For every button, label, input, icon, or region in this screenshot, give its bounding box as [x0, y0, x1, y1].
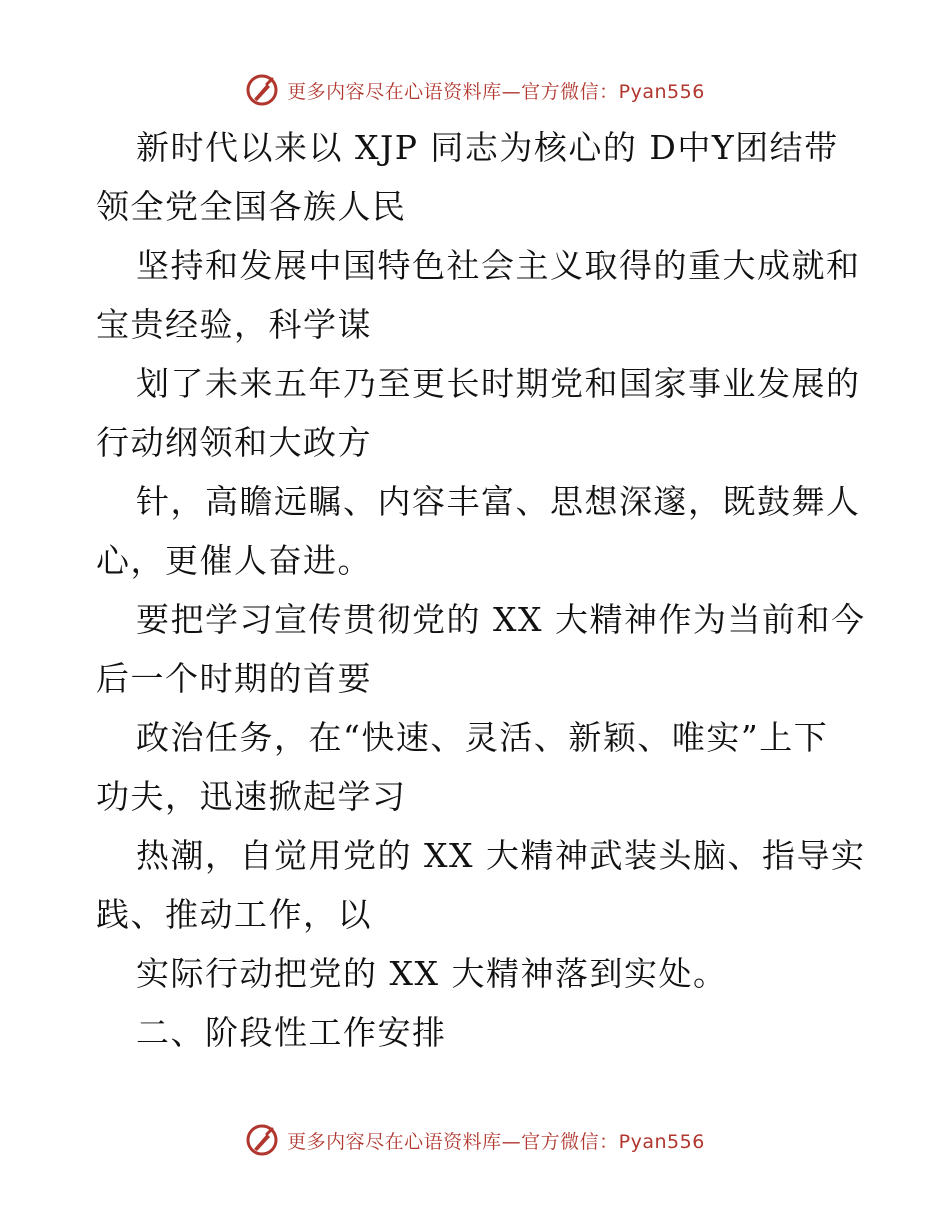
paragraph	[96, 118, 856, 236]
paragraph-continuation: 后一个时期的首要	[96, 659, 372, 698]
paragraph	[96, 236, 861, 354]
paragraph-continuation: 践、推动工作，以	[96, 895, 372, 934]
section-heading	[96, 1003, 856, 1062]
watermark-text: 更多内容尽在心语资料库—官方微信：Pyan556	[287, 1130, 705, 1153]
footer-watermark	[0, 1120, 950, 1160]
paragraph-first-line: 热潮，自觉用党的 XX 大精神武装头脑、指导实	[136, 836, 866, 875]
paragraph-first-line: 政治任务，在“快速、灵活、新颖、唯实”上下	[136, 718, 829, 757]
paragraph-first-line: 实际行动把党的 XX 大精神落到实处。	[136, 954, 728, 993]
paragraph-continuation: 领全党全国各族人民	[96, 187, 407, 226]
paragraph-continuation: 心，更催人奋进。	[96, 541, 372, 580]
paragraph-first-line: 要把学习宣传贯彻党的 XX 大精神作为当前和今	[136, 600, 866, 639]
paragraph-first-line: 针，高瞻远瞩、内容丰富、思想深邃，既鼓舞人	[136, 482, 861, 521]
paragraph	[96, 944, 856, 1003]
document-body	[96, 118, 866, 1062]
paragraph	[96, 590, 866, 708]
paragraph-first-line: 坚持和发展中国特色社会主义取得的重大成就和	[136, 246, 861, 285]
paragraph	[96, 826, 866, 944]
header-watermark	[0, 70, 950, 110]
pen-in-circle-icon	[245, 73, 279, 107]
paragraph-first-line: 新时代以来以 XJP 同志为核心的 D中Y团结带	[136, 128, 839, 167]
paragraph-continuation: 行动纲领和大政方	[96, 423, 372, 462]
paragraph	[96, 472, 861, 590]
paragraph	[96, 354, 861, 472]
paragraph-continuation: 功夫，迅速掀起学习	[96, 777, 407, 816]
paragraph	[96, 708, 856, 826]
pen-in-circle-icon	[245, 1123, 279, 1157]
paragraph-first-line: 划了未来五年乃至更长时期党和国家事业发展的	[136, 364, 861, 403]
paragraph-continuation: 宝贵经验，科学谋	[96, 305, 372, 344]
watermark-text: 更多内容尽在心语资料库—官方微信：Pyan556	[287, 80, 705, 103]
section-heading-text: 二、阶段性工作安排	[136, 1013, 447, 1052]
